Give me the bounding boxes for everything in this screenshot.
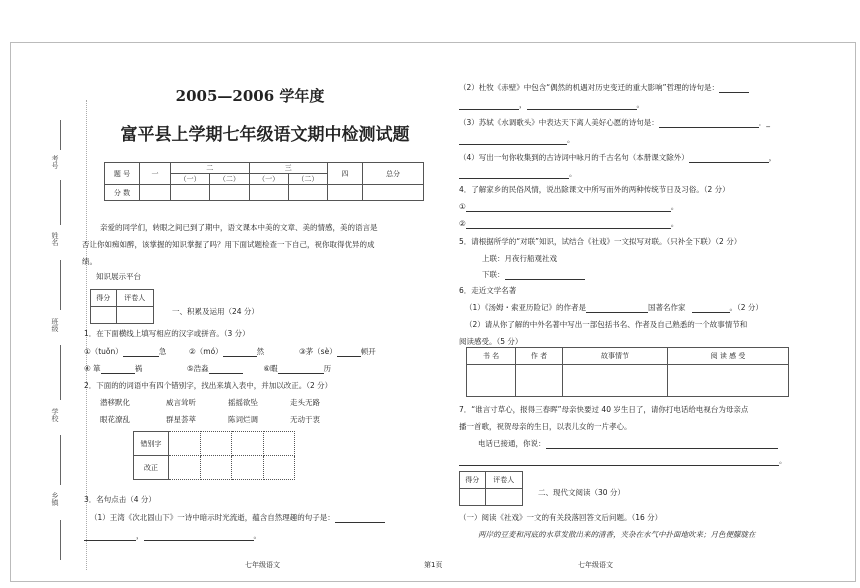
correction-cell[interactable]: [200, 432, 232, 456]
section2-title: 二、现代文阅读（30 分）: [538, 488, 625, 497]
q5-lower: [482, 269, 585, 280]
q2-word: 无动于衷: [290, 415, 320, 424]
scorer-cell[interactable]: [460, 489, 486, 506]
answer-blank[interactable]: [459, 109, 519, 110]
binding-label-name: 姓名: [51, 232, 59, 246]
q2-word: 走头无路: [290, 398, 320, 407]
answer-blank[interactable]: [209, 373, 243, 374]
q2-word: 潜移默化: [100, 398, 130, 407]
scorer-grader-label: 评卷人: [485, 472, 522, 489]
punctuation: 。: [670, 219, 679, 228]
book-cell[interactable]: [668, 365, 789, 397]
answer-blank[interactable]: [335, 522, 385, 523]
q7-cont: [459, 455, 787, 466]
q3-1-text: （1）王湾《次北固山下》一诗中暗示时光流逝，蕴含自然理趣的句子是：: [90, 513, 335, 522]
answer-blank[interactable]: [659, 127, 759, 128]
platform-label: 知识展示平台: [96, 272, 141, 281]
footer-page: 第1页: [424, 561, 443, 569]
q2-word: 眼花潦乱: [100, 415, 130, 424]
binding-line: [60, 435, 61, 485]
score-cell[interactable]: [171, 185, 210, 201]
q1-item: ⑥暇: [263, 364, 278, 373]
q2-word: 摇摇欲坠: [228, 398, 258, 407]
punctuation: ，: [519, 100, 527, 109]
q2-stem: 2．下面的的词语中有四个错别字，找出来填入表中，并加以改正。（2 分）: [84, 381, 333, 390]
answer-blank[interactable]: [586, 312, 648, 313]
q5-lower-label: 下联：: [482, 270, 505, 279]
q6-1-text: 国著名作家: [648, 303, 686, 312]
punctuation: ，: [136, 531, 144, 540]
scorer-box-2: [459, 471, 523, 506]
score-sub-1: （一）: [171, 174, 210, 185]
q3-3-text: （3）苏轼《水调歌头》中表达天下离人美好心愿的诗句是：: [459, 118, 659, 127]
book-cell[interactable]: [467, 365, 516, 397]
score-col-one: 一: [140, 163, 171, 185]
intro-line-2: 否让你如痴如醉，该掌握的知识掌握了吗？用下面试题检查一下自己，祝你取得优异的成: [82, 240, 375, 249]
q3-4: [459, 152, 776, 163]
score-cell[interactable]: [288, 185, 327, 201]
intro-line-3: 绩。: [82, 257, 97, 266]
q6-2: （2）请从你了解的中外名著中写出一部包括书名、作者及自己熟悉的一个故事情节和: [465, 320, 748, 329]
section2-sub: （一）阅读《社戏》一文的有关段落回答文后问题。（16 分）: [459, 513, 663, 522]
score-cell[interactable]: [249, 185, 288, 201]
binding-label-school: 学校: [51, 408, 59, 422]
q2-word: 群星荟萃: [166, 415, 196, 424]
correction-correct-label: 改正: [134, 456, 169, 480]
q6-1: [465, 302, 763, 313]
correction-cell[interactable]: [263, 456, 295, 480]
score-col-two: 二: [171, 163, 250, 174]
score-cell[interactable]: [210, 185, 249, 201]
book-cell[interactable]: [563, 365, 668, 397]
answer-blank[interactable]: [337, 356, 361, 357]
page-title: 富平县上学期七年级语文期中检测试题: [120, 125, 410, 145]
q3-2-cont: [459, 99, 644, 110]
passage-text: 两岸的豆麦和河底的水草发散出来的清香，夹杂在水气中扑面地吹来；月色便朦胧在: [478, 530, 756, 539]
q6-1-text: （1）《汤姆・索亚历险记》的作者是: [465, 303, 587, 312]
score-col-four: 四: [328, 163, 363, 185]
book-table: [466, 347, 789, 397]
q4-answer-2: [459, 218, 678, 229]
q1-item: 祸: [134, 364, 143, 373]
q1-row2: [84, 363, 331, 374]
binding-margin: [0, 0, 82, 588]
score-sub-2: （二）: [210, 174, 249, 185]
punctuation: ，: [768, 153, 777, 162]
school-year: 2005—2006 学年度: [175, 87, 325, 105]
binding-line: [60, 120, 61, 150]
correction-cell[interactable]: [169, 432, 201, 456]
answer-blank[interactable]: [459, 465, 779, 466]
q3-2-text: （2）杜牧《赤壁》中包含“偶然的机遇对历史变迁的重大影响”哲理的诗句是：: [459, 83, 720, 92]
correction-cell[interactable]: [232, 456, 264, 480]
q1-row1: [84, 346, 376, 357]
footer-left: 七年级语文: [245, 561, 280, 569]
score-cell[interactable]: [328, 185, 363, 201]
punctuation: 。: [569, 169, 577, 178]
q4-stem: 4．了解家乡的民俗风情，说出除课文中所写而外的两种传统节日及习俗。（2 分）: [459, 185, 730, 194]
binding-line: [60, 520, 61, 560]
footer-right: 七年级语文: [578, 561, 613, 569]
answer-blank[interactable]: [223, 356, 257, 357]
punctuation: 。: [253, 531, 261, 540]
q4-mark: ①: [459, 202, 466, 211]
q3-1: [90, 512, 385, 523]
answer-blank[interactable]: [459, 178, 569, 179]
binding-label-class: 班级: [51, 318, 59, 332]
scorer-score-label: 得分: [460, 472, 486, 489]
q3-stem: 3．名句点击（4 分）: [84, 495, 156, 504]
q1-stem: 1．在下面横线上填写相应的汉字或拼音。（3 分）: [84, 329, 250, 338]
score-cell[interactable]: [140, 185, 171, 201]
q3-4-cont: [459, 168, 577, 179]
answer-blank[interactable]: [505, 279, 585, 280]
q2-words-row1: [100, 397, 320, 408]
punctuation: 。: [670, 202, 679, 211]
q7-stem-2: 播一首歌，祝贺母亲的生日，以表儿女的一片孝心。: [459, 422, 632, 431]
q1-item: 顿开: [360, 347, 376, 356]
q1-item: 急: [158, 347, 167, 356]
q1-item: ①（tuǒn）: [84, 347, 123, 356]
correction-cell[interactable]: [232, 432, 264, 456]
q5-stem: 5．请根据所学的“对联”知识，试结合《社戏》一文拟写对联。（只补全下联）（2 分）: [459, 237, 742, 246]
correction-cell[interactable]: [169, 456, 201, 480]
answer-blank[interactable]: [101, 373, 135, 374]
answer-blank[interactable]: [278, 373, 324, 374]
binding-line: [60, 180, 61, 225]
q7-stem: 7．“谁言寸草心，报得三春晖”母亲快要过 40 岁生日了，请你打电话给电视台为母亲点: [459, 405, 749, 414]
score-row-label: 分 数: [105, 185, 140, 201]
q7-prompt: [478, 438, 778, 449]
book-header-plot: 故事情节: [563, 348, 668, 365]
book-header-author: 作 者: [516, 348, 563, 365]
q3-2: [459, 82, 749, 93]
answer-blank[interactable]: [466, 228, 671, 229]
q2-word: 陈词烂调: [228, 415, 258, 424]
answer-blank[interactable]: [123, 356, 159, 357]
binding-line: [60, 345, 61, 400]
punctuation: 。: [636, 100, 644, 109]
q6-stem: 6．走近文学名著: [459, 286, 517, 295]
answer-blank[interactable]: [719, 92, 749, 93]
punctuation: 。: [567, 135, 575, 144]
q1-item: 历: [323, 364, 332, 373]
correction-wrong-label: 错别字: [134, 432, 169, 456]
score-sub-3: （一）: [249, 174, 288, 185]
correction-table: [133, 431, 295, 480]
punctuation: 。: [779, 456, 787, 465]
q1-item: ③茅（sè）: [298, 347, 337, 356]
answer-blank[interactable]: [84, 540, 136, 541]
binding-label-town: 乡镇: [51, 492, 59, 506]
q4-answer-1: [459, 201, 678, 212]
section1-title: 一、积累及运用（24 分）: [172, 307, 259, 316]
q1-item: 然: [256, 347, 265, 356]
answer-blank[interactable]: [144, 540, 254, 541]
q6-2-cont: 阅读感受。（5 分）: [459, 337, 523, 346]
q1-item: ②（mó）: [189, 347, 223, 356]
scorer-cell[interactable]: [485, 489, 522, 506]
answer-blank[interactable]: [459, 144, 567, 145]
score-cell[interactable]: [363, 185, 424, 201]
book-header-feeling: 阅 读 感 受: [668, 348, 789, 365]
q1-item: ⑤浩淼: [186, 364, 209, 373]
q4-mark: ②: [459, 219, 466, 228]
binding-line: [60, 260, 61, 310]
q6-1-text: 。（2 分）: [729, 303, 763, 312]
scorer-score-label: 得分: [91, 290, 117, 307]
q2-word: 威言耸听: [166, 398, 196, 407]
scorer-cell[interactable]: [91, 307, 117, 324]
q3-3-cont: [459, 134, 575, 145]
q3-1-cont: [84, 530, 261, 541]
scorer-grader-label: 评卷人: [116, 290, 153, 307]
q3-4-text: （4）写出一句你收集到的古诗词中咏月的千古名句（本册课文除外）: [459, 153, 689, 162]
book-header-title: 书 名: [467, 348, 516, 365]
correction-cell[interactable]: [263, 432, 295, 456]
scorer-box: [90, 289, 154, 324]
score-col-three: 三: [249, 163, 328, 174]
q5-upper: 上联：月夜行船观社戏: [482, 254, 557, 263]
punctuation: ．_: [758, 118, 771, 127]
answer-blank[interactable]: [689, 162, 769, 163]
book-cell[interactable]: [516, 365, 563, 397]
answer-blank[interactable]: [692, 312, 730, 313]
intro-line-1: 亲爱的同学们，转眼之间已到了期中，语文课本中美的文章、美的情感，美的语言是: [100, 223, 378, 232]
q7-prompt-text: 电话已接通，你说：: [478, 439, 546, 448]
score-table: [104, 162, 424, 201]
answer-blank[interactable]: [527, 109, 637, 110]
q2-words-row2: [100, 414, 320, 425]
answer-blank[interactable]: [466, 211, 671, 212]
answer-blank[interactable]: [546, 448, 778, 449]
scorer-cell[interactable]: [116, 307, 153, 324]
score-col-total: 总分: [363, 163, 424, 185]
correction-cell[interactable]: [200, 456, 232, 480]
score-table-label: 题 号: [105, 163, 140, 185]
q1-item: ④ 箪: [84, 364, 101, 373]
binding-label-exam-no: 考号: [51, 155, 59, 169]
q3-3: [459, 117, 770, 128]
score-sub-4: （二）: [288, 174, 327, 185]
